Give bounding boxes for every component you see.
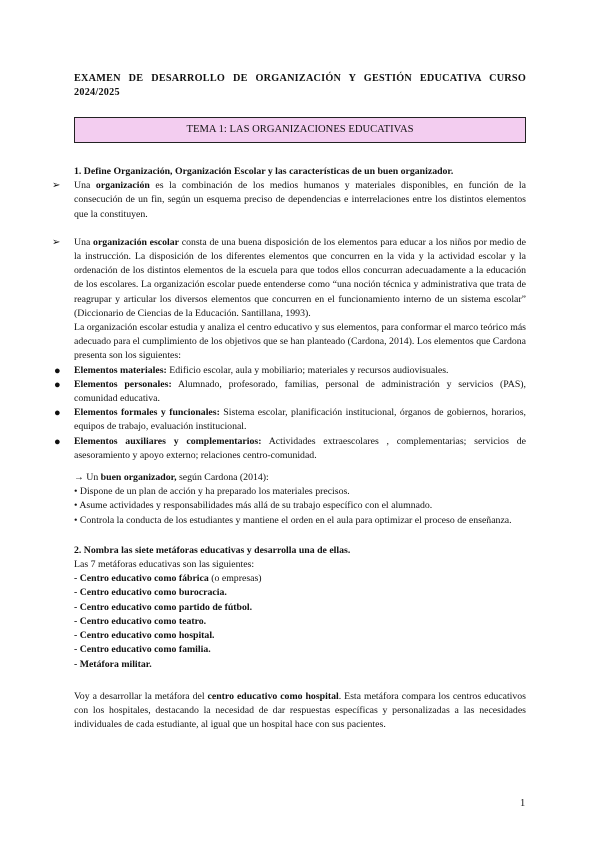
- arrow-bullet-icon: ➢: [52, 180, 61, 192]
- elements-list: [54, 364, 527, 463]
- document-title: EXAMEN DE DESARROLLO DE ORGANIZACIÓN Y GESTIÓN EDUCATIVA CURSO 2024/2025: [74, 73, 526, 98]
- metaphor-item: [74, 601, 526, 615]
- dot-bullet-icon: ●: [54, 364, 61, 377]
- hospital-metaphor-paragraph: [74, 690, 526, 733]
- organization-definition: [52, 179, 526, 222]
- element-text: Alumnado, profesorado, familias, personal de administración y servicios (PAS), comunidad educativa.: [74, 378, 526, 405]
- element-label: Elementos formales y funcionales:: [74, 407, 220, 419]
- text-run: Voy a desarrollar la metáfora del: [74, 690, 208, 702]
- metaphor-item: [74, 658, 526, 672]
- element-label: Elementos materiales:: [74, 364, 167, 376]
- dot-bullet-icon: ●: [54, 435, 61, 448]
- element-item: [54, 364, 526, 378]
- element-text: Actividades extraescolares , complementarias; servicios de asesoramiento y apoyo externo; relaciones centro-comunidad.: [74, 435, 527, 461]
- page-content: [52, 72, 527, 732]
- bold-term: centro educativo como hospital: [207, 690, 339, 702]
- metaphor-item: [74, 643, 526, 657]
- metaphor-item: [74, 586, 526, 600]
- organizer-trait: • Controla la conducta de los estudiantes y mantiene el orden en el aula para optimizar el proceso de enseñanza.: [74, 514, 512, 526]
- metaphor-name: - Metáfora militar.: [74, 658, 152, 670]
- metaphors-intro: Las 7 metáforas educativas son las siguientes:: [74, 559, 255, 571]
- question-1-heading: 1. Define Organización, Organización Escolar y las características de un buen organizador.: [74, 166, 454, 177]
- element-label: Elementos personales:: [74, 378, 172, 390]
- element-item: [54, 435, 527, 463]
- organizer-traits-list: [74, 485, 526, 528]
- metaphor-name: - Centro educativo como hospital.: [74, 630, 215, 642]
- good-organizer-line: [74, 471, 526, 485]
- text-run: Una: [74, 236, 94, 248]
- bold-term: organización: [95, 180, 150, 192]
- page-number: 1: [520, 798, 526, 809]
- text-run: . Esta metáfora compara los centros educativos con los hospitales, destacando la necesidad de dar respuestas específicas y personalizadas a las necesidades individuales de cada estudiante, al igual que un hospital hace con sus pacientes.: [74, 690, 526, 731]
- element-text: Sistema escolar, planificación institucional, órganos de gobiernos, horarios, equipos de trabajo, evaluación institucional.: [74, 407, 526, 433]
- topic-box: TEMA 1: LAS ORGANIZACIONES EDUCATIVAS: [74, 117, 526, 143]
- element-item: [54, 378, 526, 406]
- organizer-trait: • Asume actividades y responsabilidades más allá de su trabajo específico con el alumnado.: [74, 500, 433, 512]
- dot-bullet-icon: ●: [54, 378, 61, 391]
- cardona-paragraph: La organización escolar estudia y analiza el centro educativo y sus elementos, para conformar el marco teórico más adecuado para el cumplimiento de los objetivos que se han planteado (Cardona, 2014). Los elementos que Cardona presenta son los siguientes:: [74, 322, 526, 362]
- element-text: Edificio escolar, aula y mobiliario; materiales y recursos audiovisuales.: [166, 364, 449, 376]
- element-label: Elementos auxiliares y complementarios:: [74, 435, 262, 447]
- text-run: es la combinación de los medios humanos y materiales disponibles, en función de la consecución de un fin, según un esquema preciso de dependencias e interrelaciones entre los distintos elementos que la constituyen.: [74, 180, 526, 220]
- metaphor-item: [74, 615, 526, 629]
- metaphor-note: (o empresas): [208, 573, 262, 585]
- text-run: consta de una buena disposición de los elementos para educar a los niños por medio de la instrucción. La disposición de los diferentes elementos que concurren en la vida y la actividad escolar y la ordenación de los distintos elementos de la escuela para que todos ellos concurran adecuadamente a la educación de los escolares. La organización escolar puede entenderse como “una noción técnica y administrativa que trata de reagrupar y articular los diversos elementos que concurren en el funcionamiento interno de un sistema escolar” (Diccionario de Ciencias de la Educación. Santillana, 1993).: [74, 236, 526, 319]
- bold-term: buen organizador,: [100, 472, 177, 484]
- question-2-heading: 2. Nombra las siete metáforas educativas y desarrolla una de ellas.: [74, 544, 351, 556]
- arrow-bullet-icon: ➢: [52, 236, 61, 248]
- metaphor-item: [74, 629, 526, 643]
- text-run: → Un: [74, 472, 101, 484]
- metaphor-name: - Centro educativo como fábrica: [74, 573, 209, 585]
- metaphor-name: - Centro educativo como partido de fútbol.: [74, 601, 253, 613]
- text-run: Una: [74, 180, 96, 192]
- text-run: según Cardona (2014):: [176, 472, 269, 484]
- metaphors-list: [74, 572, 526, 671]
- dot-bullet-icon: ●: [54, 407, 61, 420]
- metaphor-name: - Centro educativo como teatro.: [74, 615, 207, 627]
- bold-term: organización escolar: [93, 236, 180, 248]
- metaphor-name: - Centro educativo como burocracia.: [74, 587, 227, 599]
- metaphor-item: [74, 572, 526, 586]
- metaphor-name: - Centro educativo como familia.: [74, 644, 211, 656]
- organizer-trait: • Dispone de un plan de acción y ha preparado los materiales precisos.: [74, 486, 350, 498]
- element-item: [54, 406, 526, 434]
- school-organization-definition: [52, 236, 526, 321]
